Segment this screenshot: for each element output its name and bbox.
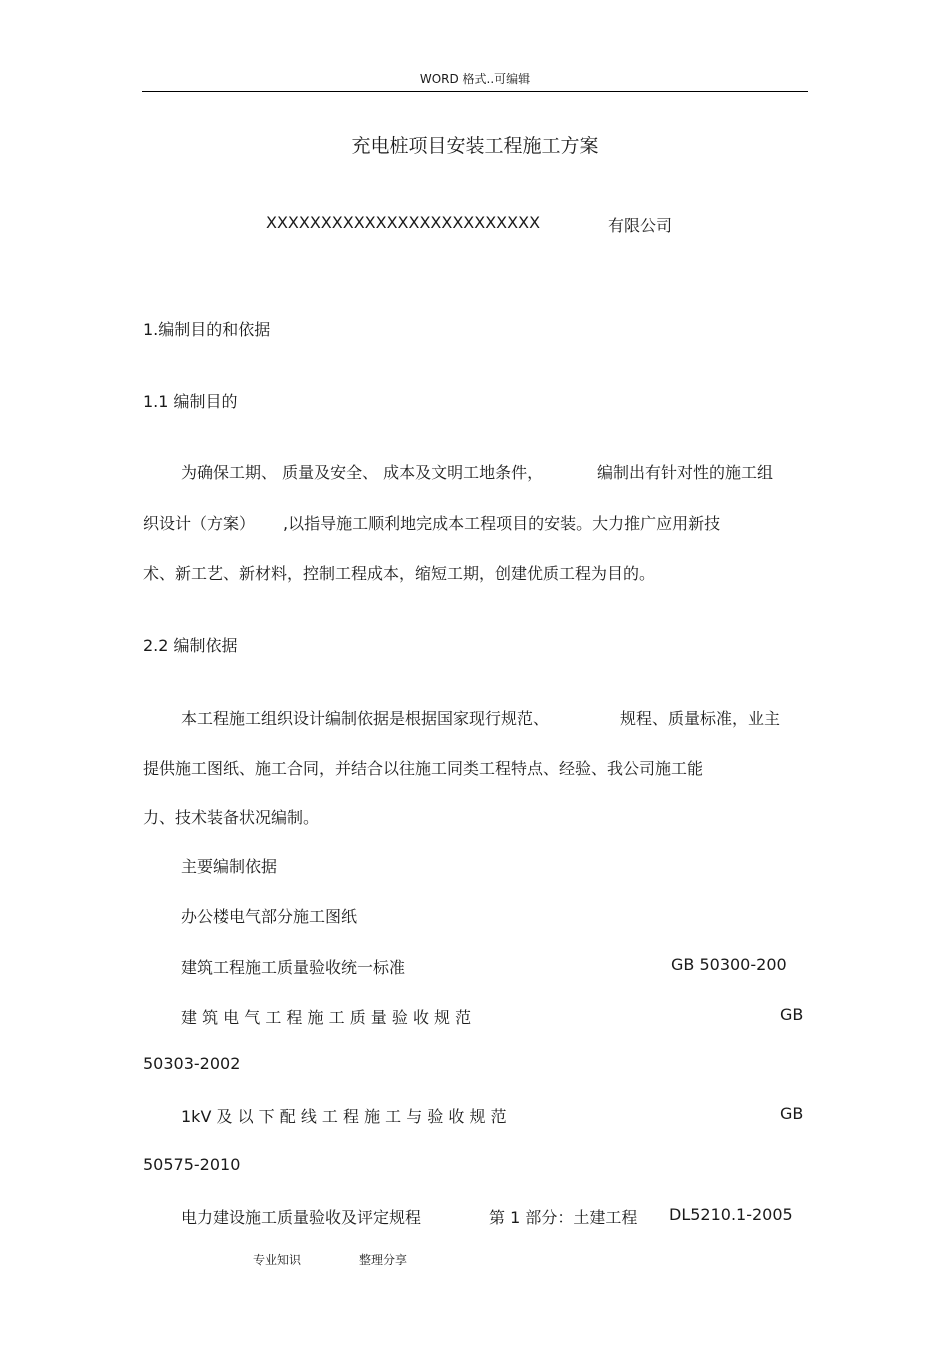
basis-item-name: 办公楼电气部分施工图纸 (181, 907, 358, 926)
paragraph-line: 为确保工期、 质量及安全、 成本及文明工地条件， (181, 463, 544, 482)
paragraph-line: 织设计（方案） (143, 514, 256, 533)
document-title: 充电桩项目安装工程施工方案 (351, 135, 599, 157)
basis-heading: 主要编制依据 (181, 857, 278, 876)
paragraph-line: 规程、质量标准，业主 (620, 709, 781, 728)
basis-item-code: GB 50300-200 (671, 955, 787, 974)
paragraph-line: 术、新工艺、新材料，控制工程成本，缩短工期，创建优质工程为目的。 (143, 564, 656, 583)
subsection-heading: 2.2 编制依据 (143, 636, 238, 655)
basis-item-code: 50303-2002 (143, 1054, 241, 1073)
paragraph-line: 编制出有针对性的施工组 (597, 463, 774, 482)
basis-item-name: 建筑工程施工质量验收统一标准 (181, 958, 406, 977)
basis-item-code: GB (780, 1104, 804, 1123)
header-divider (142, 91, 808, 92)
basis-item-name: 电力建设施工质量验收及评定规程 (181, 1208, 422, 1227)
basis-item-part: 第 1 部分：土建工程 (489, 1208, 638, 1227)
company-name-placeholder: XXXXXXXXXXXXXXXXXXXXXXXXX (266, 213, 541, 232)
basis-item-code: 50575-2010 (143, 1155, 241, 1174)
basis-item-code: GB (780, 1005, 804, 1024)
page-header: WORD 格式..可编辑 (419, 72, 531, 86)
footer-right: 整理分享 (359, 1253, 408, 1267)
basis-item-code: DL5210.1-2005 (669, 1205, 793, 1224)
paragraph-line: 力、技术装备状况编制。 (143, 808, 320, 827)
basis-item-name: 建 筑 电 气 工 程 施 工 质 量 验 收 规 范 (181, 1008, 472, 1027)
section-heading: 1.编制目的和依据 (143, 320, 271, 339)
subsection-heading: 1.1 编制目的 (143, 392, 238, 411)
paragraph-line: 本工程施工组织设计编制依据是根据国家现行规范、 (181, 709, 550, 728)
company-suffix: 有限公司 (608, 216, 673, 235)
paragraph-line: 提供施工图纸、施工合同，并结合以往施工同类工程特点、经验、我公司施工能 (143, 759, 704, 778)
basis-item-name: 1kV 及 以 下 配 线 工 程 施 工 与 验 收 规 范 (181, 1107, 507, 1126)
footer-left: 专业知识 (253, 1253, 302, 1267)
paragraph-line: ,以指导施工顺利地完成本工程项目的安装。大力推广应用新技 (283, 514, 721, 533)
